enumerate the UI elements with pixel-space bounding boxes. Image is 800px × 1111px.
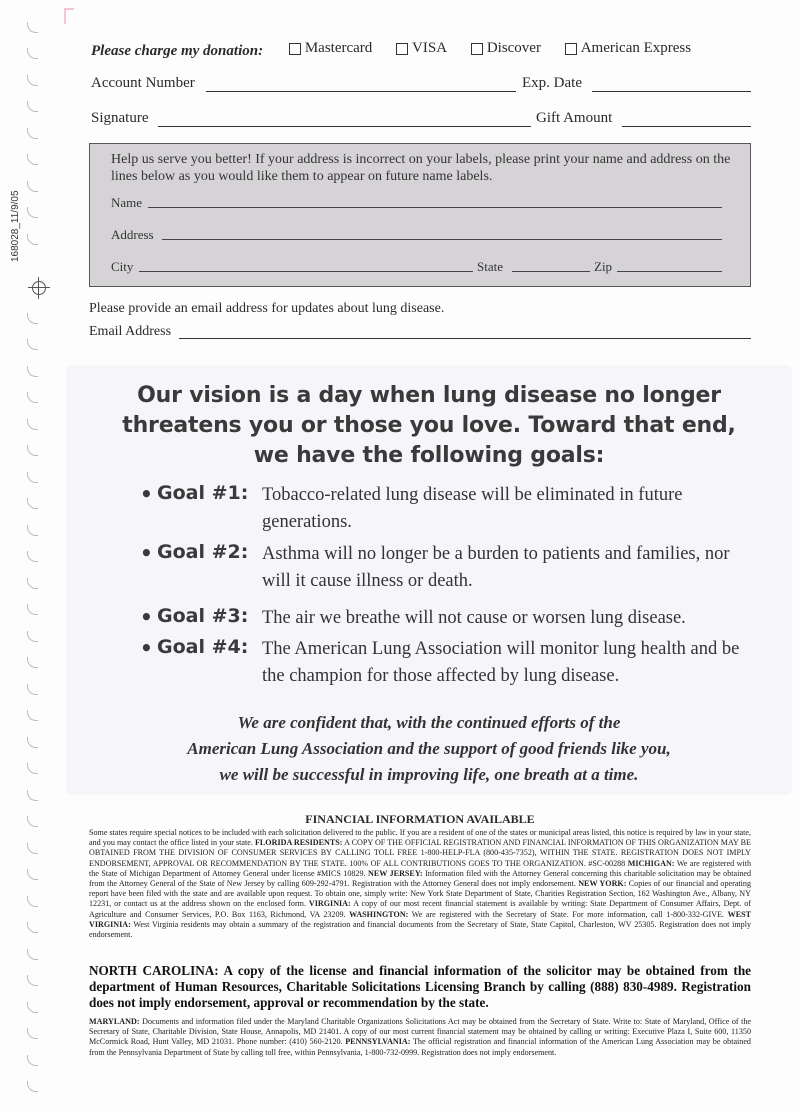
- closing-statement: [66, 710, 792, 788]
- mastercard-checkbox[interactable]: [289, 43, 301, 55]
- michigan-text: We are registered with the State of Michigan Department of Attorney General under license #MICS 10829.: [89, 858, 751, 878]
- goal-2-text: Asthma will no longer be a burden to patients and families, nor will it cause illness or death.: [262, 544, 730, 591]
- vision-heading: [66, 381, 792, 471]
- address-update-box: [89, 143, 751, 287]
- disclosure-intro: Some states require special notices to be included with each solicitation delivered to the public. If you are a resident of one of the states or municipal areas listed, this notice is required by law in your state, and you may contact the office listed in your state.: [89, 828, 751, 848]
- visa-label: VISA: [412, 40, 448, 56]
- west-virginia-text: West Virginia residents may obtain a summary of the registration and financial documents from the Secretary of State, State Capitol, Charleston, WV 25305. Registration does not imply endorsement.: [89, 919, 751, 940]
- exp-date-label: Exp. Date: [522, 75, 582, 91]
- pennsylvania-text: The official registration and financial information of the American Lung Association may be obtained from the Pennsylvania Department of State by calling toll free, within Pennsylvania, 1-800-732-0999. Registration does not imply endorsement.: [89, 1037, 751, 1057]
- gift-amount-label: Gift Amount: [536, 110, 613, 126]
- goal-2-title: Goal #2:: [157, 541, 249, 563]
- washington-text: We are registered with the Secretary of State. For more information, call 1-800-332-GIVE.: [411, 909, 725, 919]
- exp-date-field[interactable]: [592, 91, 751, 92]
- account-number-label: Account Number: [91, 75, 195, 91]
- gift-amount-field[interactable]: [622, 126, 751, 127]
- new-jersey-label: NEW JERSEY:: [368, 868, 423, 878]
- binder-holes: [0, 0, 40, 1111]
- maryland-text: Documents and information filed under the Maryland Charitable Organizations Solicitations Act may be obtained from the Secretary of State. Write to: State of Maryland, Office of the Secretary of State, Charitable Division, State House, Annapolis, MD 21401. A copy of our most current financial statement may be obtained by calling or writing: Executive Plaza I, Suite 600, 11350 McCormick Road, Hunt Valley, MD 21031. Phone number: (410) 560-2120.: [89, 1017, 752, 1047]
- mastercard-label: Mastercard: [304, 40, 373, 56]
- form-code: 168028_11/9/05: [10, 190, 21, 262]
- address-label: Address: [111, 227, 154, 242]
- florida-label: FLORIDA RESIDENTS:: [254, 838, 343, 848]
- virginia-label: VIRGINIA:: [308, 899, 351, 909]
- address-field[interactable]: [162, 239, 722, 240]
- goal-bullet: •: [140, 605, 153, 629]
- pennsylvania-label: PENNSYLVANIA:: [345, 1037, 411, 1047]
- goal-4-text: The American Lung Association will monitor lung health and be the champion for those affected by lung disease.: [262, 639, 740, 686]
- signature-field[interactable]: [158, 126, 531, 127]
- closing-line-1: We are confident that, with the continued efforts of the: [237, 713, 621, 732]
- discover-label: Discover: [486, 40, 541, 56]
- maryland-label: MARYLAND:: [89, 1017, 140, 1026]
- new-york-label: NEW YORK:: [578, 879, 627, 889]
- visa-option[interactable]: [396, 40, 447, 57]
- state-disclosures-2: [89, 1017, 751, 1058]
- vision-line-3: we have the following goals:: [253, 443, 605, 468]
- email-field[interactable]: [179, 338, 751, 339]
- name-label: Name: [111, 195, 143, 210]
- goal-bullet: •: [140, 482, 153, 506]
- corner-registration-mark: [64, 8, 74, 24]
- new-jersey-text: Information filed with the Attorney General concerning this charitable solicitation may be obtained from the Attorney General of the State of New Jersey by calling 609-292-4791. Registration with the Attorney General does not imply endorsement.: [89, 868, 752, 889]
- amex-checkbox[interactable]: [565, 43, 577, 55]
- new-york-text: Copies of our financial and operating report have been filed with the state and are available upon request. To obtain one, simply write: New York State Department of State, Charities Registration Section, 162 Washington Ave., Albany, NY 12231, or contact us at the address shown on the enclosed form.: [89, 879, 751, 909]
- amex-option[interactable]: [565, 40, 691, 57]
- zip-field[interactable]: [617, 271, 722, 272]
- discover-checkbox[interactable]: [471, 43, 483, 55]
- mastercard-option[interactable]: [289, 40, 372, 57]
- email-label: Email Address: [89, 324, 172, 339]
- payment-row: [91, 40, 691, 60]
- goal-1-title: Goal #1:: [157, 482, 249, 504]
- virginia-text: A copy of our most recent financial statement is available by writing: State Department of Consumer Affairs, Dept. of Agriculture and Consumer Services, P.O. Box 1163, Richmond, VA 23209.: [89, 899, 751, 919]
- state-label: State: [477, 259, 503, 274]
- address-update-intro: Help us serve you better! If your address is incorrect on your labels, please print your name and address on the lines below as you would like them to appear on future name labels.: [111, 152, 731, 184]
- financial-info-title: FINANCIAL INFORMATION AVAILABLE: [305, 812, 535, 826]
- goal-3-title: Goal #3:: [157, 605, 249, 627]
- signature-label: Signature: [91, 110, 149, 126]
- amex-label: American Express: [580, 40, 692, 56]
- goal-bullet: •: [140, 541, 153, 565]
- goal-3-text: The air we breathe will not cause or worsen lung disease.: [262, 608, 686, 628]
- michigan-label: MICHIGAN:: [627, 858, 675, 868]
- closing-line-3: we will be successful in improving life, one breath at a time.: [219, 765, 639, 784]
- north-carolina-disclosure: NORTH CAROLINA: A copy of the license and financial information of the solicitor may be obtained from the department of Human Resources, Charitable Solicitations Licensing Branch by calling (888) 830-4989. Registration does not imply endorsement, approval or recommendation by the state.: [89, 963, 751, 1010]
- city-field[interactable]: [139, 271, 473, 272]
- vision-line-2: threatens you or those you love. Toward that end,: [122, 413, 736, 438]
- visa-checkbox[interactable]: [396, 43, 408, 55]
- florida-text: A COPY OF THE OFFICIAL REGISTRATION AND FINANCIAL INFORMATION OF THIS ORGANIZATION MAY BE OBTAINED FROM THE DIVISION OF CONSUMER SERVICES BY CALLING TOLL FREE 1-800-HELP-FLA (800-435-7352), WITHIN THE STATE. REGISTRATION DOES NOT IMPLY ENDORSEMENT, APPROVAL OR RECOMMENDATION BY THE STATE. 100% OF ALL CONTRIBUTIONS GOES TO THE ORGANIZATION. #SC-00288: [89, 838, 751, 868]
- goal-bullet: •: [140, 636, 153, 660]
- closing-line-2: American Lung Association and the support of good friends like you,: [187, 739, 671, 758]
- state-disclosures: [89, 828, 751, 940]
- email-note: Please provide an email address for updates about lung disease.: [89, 301, 445, 316]
- name-field[interactable]: [148, 207, 722, 208]
- account-number-field[interactable]: [206, 91, 516, 92]
- zip-label: Zip: [594, 259, 613, 274]
- crosshair-registration-icon: [28, 277, 50, 299]
- payment-prompt: Please charge my donation:: [91, 42, 264, 59]
- city-label: City: [111, 259, 134, 274]
- discover-option[interactable]: [471, 40, 541, 57]
- west-virginia-label: WEST VIRGINIA:: [89, 909, 751, 929]
- state-field[interactable]: [512, 271, 590, 272]
- goal-1-text: Tobacco-related lung disease will be eliminated in future generations.: [262, 485, 683, 532]
- goal-4-title: Goal #4:: [157, 636, 249, 658]
- washington-label: WASHINGTON:: [349, 909, 409, 919]
- vision-line-1: Our vision is a day when lung disease no longer: [137, 383, 721, 408]
